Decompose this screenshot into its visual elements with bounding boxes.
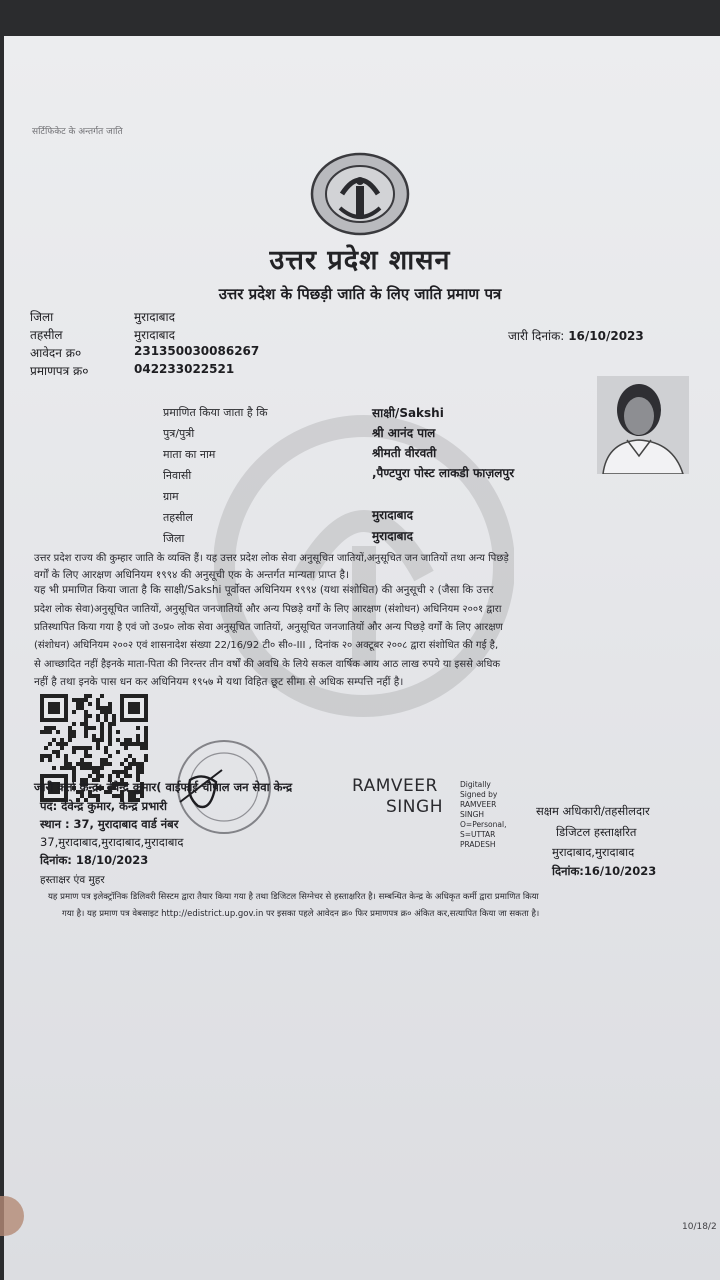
paragraph-line: प्रतिस्थापित किया गया है एवं जो उ०प्र० लोक सेवा अनुसूचित जातियों, अनुसूचित जनजातियों और अन्य पिछड़े वर्गों के लिए आरक्षण xyxy=(34,622,503,633)
applicant-photo xyxy=(597,376,689,474)
issuer-sign-label: हस्ताक्षर एंव मुहर xyxy=(40,874,105,886)
issuer-post: पद: देवेन्द्र कुमार, केन्द्र प्रभारी xyxy=(40,799,167,813)
field-mother-label: माता का नाम xyxy=(163,448,216,461)
authority-place: मुरादाबाद,मुरादाबाद xyxy=(552,845,635,859)
digital-sign-detail-line: Digitally xyxy=(460,780,491,789)
issuer-center: जारी कर्ता केन्द्र: देवेन्द्र कुमार( वाईफाई चौपाल जन सेवा केन्द्र xyxy=(34,780,293,794)
digital-sign-detail-line: O=Personal, xyxy=(460,820,507,829)
footer-note-line: गया है। यह प्रमाण पत्र वेबसाइट http://edistrict.up.gov.in पर इसका पहले आवेदन क्र० फिर प्रमाणपत्र क्र० अंकित कर,सत्यापित किया जा सकता है। xyxy=(62,909,540,919)
field-tehsil-value: मुरादाबाद xyxy=(372,508,414,522)
corner-date: 10/18/2 xyxy=(682,1222,717,1232)
authority-signed: डिजिटल हस्ताक्षरित xyxy=(556,825,637,839)
authority-date: दिनांक:16/10/2023 xyxy=(552,864,657,878)
paragraph-line: नहीं है तथा इनके पास धन कर अधिनियम १९५७ मे यथा विहित छूट सीमा से अधिक सम्पत्ति नहीं है। xyxy=(34,676,404,688)
digital-sign-detail-line: Signed by xyxy=(460,790,498,799)
application-value: 23135003008626​7 xyxy=(134,344,260,358)
certificate-no-label: प्रमाणपत्र क्र० xyxy=(30,364,89,378)
district-value: मुरादाबाद xyxy=(134,310,176,324)
field-resident-value: ,पैण्टपुरा पोस्ट लाकडी फाज़लपुर xyxy=(372,466,515,480)
top-stub-text: सर्टिफिकेट के अन्तर्गत जाति xyxy=(32,127,123,137)
field-certified-label: प्रमाणित किया जाता है कि xyxy=(163,406,268,419)
application-label: आवेदन क्र० xyxy=(30,346,82,360)
tehsil-value: मुरादाबाद xyxy=(134,328,176,342)
field-certified-value: साक्षी/Sakshi xyxy=(372,406,444,420)
paragraph-line: वर्गों के लिए आरक्षण अधिनियम १९९४ की अनुसूची एक के अन्तर्गत मान्यता प्राप्त है। xyxy=(34,569,349,581)
field-district-label: जिला xyxy=(163,532,185,545)
issue-date-label: जारी दिनांक: xyxy=(508,329,565,343)
issue-date-value: 16/10/2023 xyxy=(568,329,644,343)
digital-sign-detail-line: SINGH xyxy=(460,810,485,819)
tehsil-label: तहसील xyxy=(30,328,63,342)
field-mother-value: श्रीमती वीरवती xyxy=(372,446,437,460)
field-district-value: मुरादाबाद xyxy=(372,529,414,543)
paragraph-line: (संशोधन) अधिनियम २००२ एवं शासनादेश संख्या 22/16/92 टी० सी०-III , दिनांक २० अक्टूबर २००८ द्वारा संशोधित की गई है, xyxy=(34,640,499,651)
field-resident-label: निवासी xyxy=(163,469,192,482)
page-title: उत्तर प्रदेश शासन xyxy=(269,245,451,276)
digital-sign-detail-line: PRADESH xyxy=(460,840,496,849)
up-emblem-icon xyxy=(304,146,416,242)
page-subtitle: उत्तर प्रदेश के पिछड़ी जाति के लिए जाति प्रमाण पत्र xyxy=(218,285,502,303)
digital-sign-name-1: RAMVEER xyxy=(352,776,438,796)
paragraph-line: से आच्छादित नहीं हैइनके माता-पिता की निरन्तर तीन वर्षों की अवधि के लिये सकल वार्षिक आय आठ लाख रुपये या इससे अधिक xyxy=(34,659,501,670)
field-tehsil-label: तहसील xyxy=(163,511,193,524)
paragraph-line: प्रदेश लोक सेवा)अनुसूचित जातियों, अनुसूचित जनजातियों और अन्य पिछड़े वर्गों के लिए आरक्षण (संशोधन) अधिनियम २००१ द्वारा xyxy=(34,604,502,615)
certificate-no-value: 042233022521 xyxy=(134,362,235,376)
issue-date xyxy=(508,327,644,344)
field-parent-label: पुत्र/पुत्री xyxy=(163,427,195,440)
paragraph-line: उत्तर प्रदेश राज्य की कुम्हार जाति के व्यक्ति हैं। यह उत्तर प्रदेश लोक सेवा अनुसूचित जातियों,अनुसूचित जन जातियों तथा अन्य पिछड़े xyxy=(34,553,509,564)
issuer-place: स्थान : 37, मुरादाबाद वार्ड नंबर xyxy=(40,817,179,831)
issuer-address: 37,मुरादाबाद,मुरादाबाद,मुरादाबाद xyxy=(40,835,184,849)
footer-note-line: यह प्रमाण पत्र इलेक्ट्रॉनिक डिलिवरी सिस्टम द्वारा तैयार किया गया है तथा डिजिटल सिग्नेचर से हस्ताक्षरित है। सम्बन्धित केन्द्र के अधिकृत कर्मी द्वारा प्रमाणित किया xyxy=(48,892,539,902)
authority-title: सक्षम अधिकारी/तहसीलदार xyxy=(536,804,650,818)
applicant-photo-image xyxy=(597,376,689,474)
field-parent-value: श्री आनंद पाल xyxy=(372,426,436,440)
digital-sign-detail-line: S=UTTAR xyxy=(460,830,496,839)
digital-sign-name-2: SINGH xyxy=(386,797,443,817)
field-village-label: ग्राम xyxy=(163,490,179,503)
issuer-date: दिनांक: 18/10/2023 xyxy=(40,853,149,867)
digital-sign-detail-line: RAMVEER xyxy=(460,800,497,809)
paragraph-line: यह भी प्रमाणित किया जाता है कि साक्षी/Sakshi पूर्वोक्त अधिनियम १९९४ (यथा संशोधित) की अनुसूची २ (जैसा कि उत्तर xyxy=(34,584,494,596)
district-label: जिला xyxy=(30,310,54,324)
